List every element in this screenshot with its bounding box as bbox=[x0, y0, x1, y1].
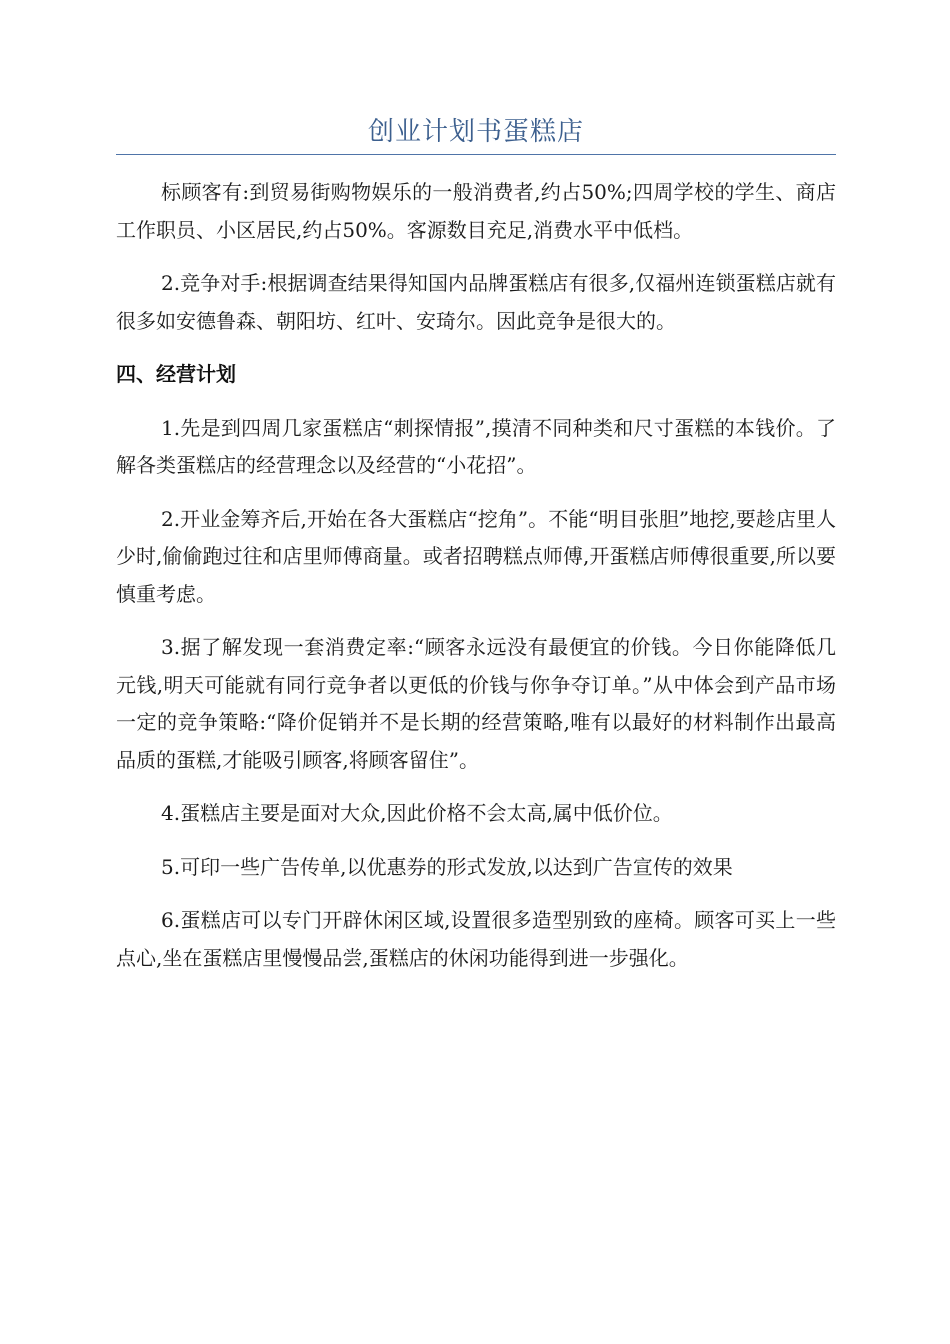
plan-item-2: 2.开业金筹齐后,开始在各大蛋糕店“挖角”。不能“明目张胆”地挖,要趁店里人少时,偷偷跑过往和店里师傅商量。或者招聘糕点师傅,开蛋糕店师傅很重要,所以要慎重考虑。 bbox=[116, 506, 836, 606]
document-body bbox=[116, 174, 836, 993]
paragraph-target-customers: 标顾客有:到贸易街购物娱乐的一般消费者,约占50%;四周学校的学生、商店工作职员、小区居民,约占50%。客源数目充足,消费水平中低档。 bbox=[116, 180, 836, 242]
plan-item-4: 4.蛋糕店主要是面对大众,因此价格不会太高,属中低价位。 bbox=[161, 801, 673, 825]
paragraph-competitors: 2.竞争对手:根据调查结果得知国内品牌蛋糕店有很多,仅福州连锁蛋糕店就有很多如安德鲁森、朝阳坊、红叶、安琦尔。因此竞争是很大的。 bbox=[116, 271, 836, 333]
document-title: 创业计划书蛋糕店 bbox=[367, 117, 584, 147]
plan-item-3: 3.据了解发现一套消费定率:“顾客永远没有最便宜的价钱。今日你能降低几元钱,明天可能就有同行竞争者以更低的价钱与你争夺订单。”从中体会到产品市场一定的竞争策略:“降价促销并不是长期的经营策略,唯有以最好的材料制作出最高品质的蛋糕,才能吸引顾客,将顾客留住”。 bbox=[116, 635, 836, 772]
title-underline bbox=[116, 154, 836, 155]
plan-item-6: 6.蛋糕店可以专门开辟休闲区域,设置很多造型别致的座椅。顾客可买上一些点心,坐在蛋糕店里慢慢品尝,蛋糕店的休闲功能得到进一步强化。 bbox=[116, 908, 836, 970]
plan-item-5: 5.可印一些广告传单,以优惠券的形式发放,以达到广告宣传的效果 bbox=[161, 854, 733, 879]
plan-item-1: 1.先是到四周几家蛋糕店“刺探情报”,摸清不同种类和尺寸蛋糕的本钱价。了解各类蛋糕店的经营理念以及经营的“小花招”。 bbox=[116, 415, 836, 477]
section-heading-business-plan: 四、经营计划 bbox=[116, 362, 236, 386]
